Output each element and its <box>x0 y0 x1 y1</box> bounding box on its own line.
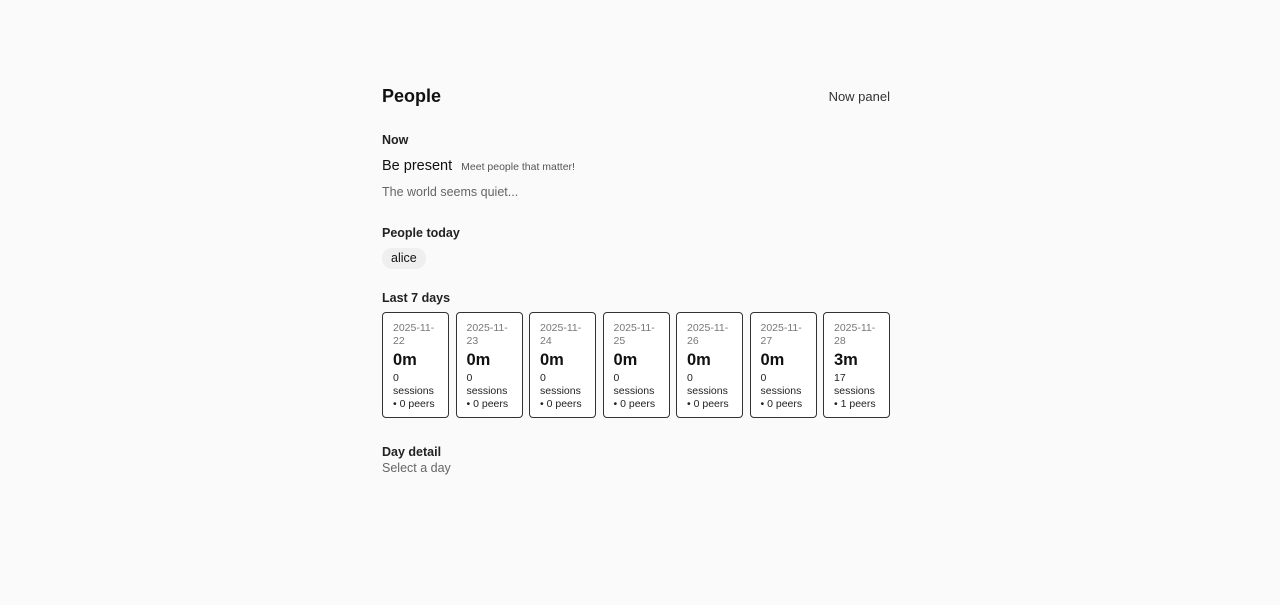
day-date: 2025-11-23 <box>466 322 508 347</box>
people-today-title: People today <box>382 226 460 240</box>
day-duration: 0m <box>613 351 638 369</box>
day-date: 2025-11-25 <box>613 322 655 347</box>
day-stats: 0 sessions • 0 peers <box>687 372 729 410</box>
day-date: 2025-11-24 <box>540 322 582 347</box>
day-card[interactable] <box>529 312 596 418</box>
day-duration: 0m <box>760 351 785 369</box>
day-card[interactable] <box>382 312 449 418</box>
now-panel-link[interactable]: Now panel <box>828 88 890 104</box>
day-duration: 0m <box>466 351 491 369</box>
day-stats: 0 sessions • 0 peers <box>393 372 435 410</box>
day-card[interactable] <box>750 312 817 418</box>
day-date: 2025-11-28 <box>834 322 876 347</box>
day-date: 2025-11-22 <box>393 322 435 347</box>
now-section-title: Now <box>382 133 409 147</box>
quiet-status-text: The world seems quiet... <box>382 185 519 199</box>
day-stats: 0 sessions • 0 peers <box>466 372 509 410</box>
day-date: 2025-11-26 <box>687 322 729 347</box>
person-chip[interactable]: alice <box>382 248 426 269</box>
day-detail-title: Day detail <box>382 445 442 459</box>
day-stats: 0 sessions • 0 peers <box>760 372 803 410</box>
people-today-chips <box>382 248 890 269</box>
people-today-section <box>382 226 890 269</box>
day-stats: 17 sessions • 1 peers <box>834 372 876 410</box>
present-title: Be present <box>382 158 453 174</box>
last-7-days-title: Last 7 days <box>382 291 451 305</box>
present-row <box>382 158 890 174</box>
day-stats: 0 sessions • 0 peers <box>613 372 656 410</box>
day-card[interactable] <box>676 312 743 418</box>
day-stats: 0 sessions • 0 peers <box>540 372 582 410</box>
day-cards <box>382 312 890 418</box>
last-7-days-section <box>382 291 890 418</box>
day-duration: 0m <box>540 351 564 369</box>
now-section <box>382 133 890 199</box>
page-header <box>382 84 890 108</box>
day-duration: 0m <box>393 351 417 369</box>
page-title: People <box>382 85 442 106</box>
day-duration: 0m <box>687 351 711 369</box>
day-card[interactable] <box>456 312 523 418</box>
day-card[interactable] <box>603 312 670 418</box>
people-page <box>382 84 890 475</box>
day-date: 2025-11-27 <box>760 322 802 347</box>
present-subtitle: Meet people that matter! <box>461 161 575 173</box>
day-detail-section <box>382 445 890 475</box>
day-card[interactable] <box>823 312 890 418</box>
day-duration: 3m <box>834 351 858 369</box>
day-detail-hint: Select a day <box>382 461 451 475</box>
